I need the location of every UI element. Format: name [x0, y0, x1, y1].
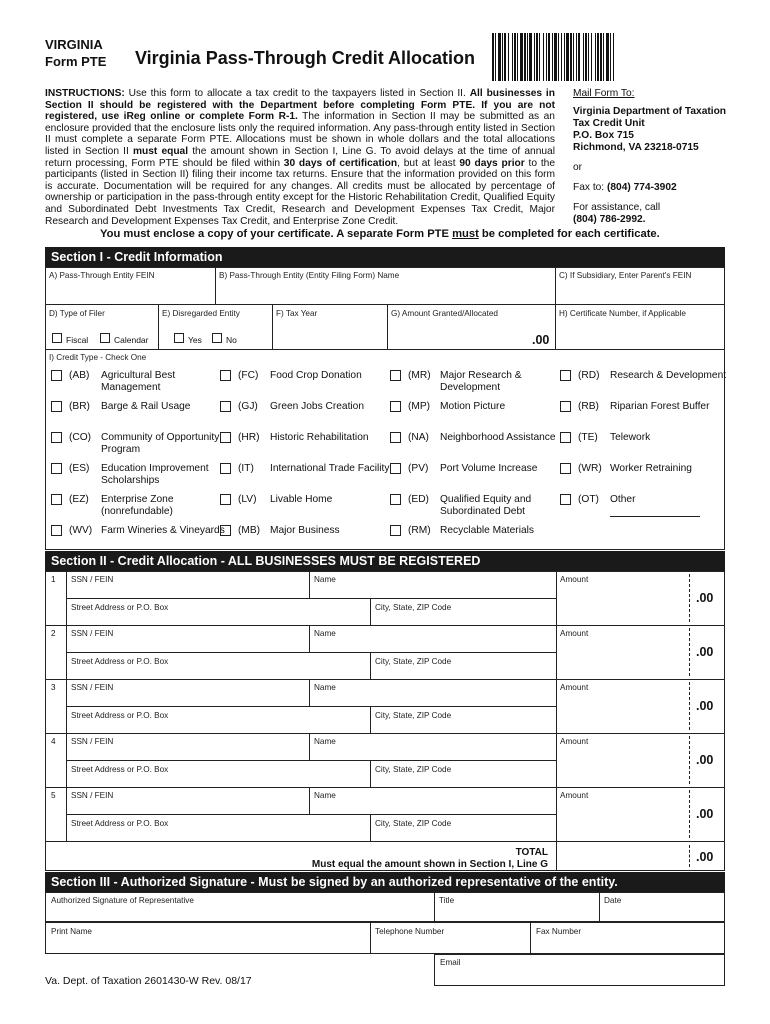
instructions-text-1: Use this form to allocate a tax credit to the taxpayers listed in Section II. [124, 88, 470, 99]
ssn-fein-label: SSN / FEIN [71, 629, 114, 638]
credit-checkbox[interactable] [220, 401, 231, 412]
email-label: Email [440, 958, 461, 967]
amount-cents: .00 [696, 645, 714, 659]
assistance-phone: (804) 786-2992. [573, 214, 646, 225]
divider [556, 841, 557, 871]
tax-year-label: F) Tax Year [276, 309, 318, 318]
credit-code: (FC) [238, 370, 259, 381]
credit-checkbox[interactable] [51, 432, 62, 443]
total-label [250, 847, 548, 871]
barcode [492, 33, 720, 81]
divider [370, 598, 371, 625]
calendar-checkbox[interactable] [100, 333, 110, 343]
divider [66, 652, 556, 653]
credit-code: (HR) [238, 432, 260, 443]
name-label: Name [314, 737, 336, 746]
credit-name: Enterprise Zone (nonrefundable) [101, 494, 174, 517]
credit-code: (CO) [69, 432, 92, 443]
credit-name: Agricultural Best Management [101, 370, 176, 393]
amount-label: Amount [560, 791, 589, 800]
credit-checkbox[interactable] [560, 432, 571, 443]
divider [158, 304, 159, 349]
enclose-must: must [452, 228, 479, 240]
credit-name: Community of Opportunity Program [101, 432, 220, 455]
divider [556, 733, 557, 787]
divider [66, 814, 556, 815]
credit-name: Riparian Forest Buffer [610, 401, 710, 412]
fax-line [573, 182, 733, 194]
divider [556, 625, 557, 679]
credit-name: Telework [610, 432, 651, 443]
divider [45, 304, 725, 305]
credit-checkbox[interactable] [390, 432, 401, 443]
city-state-zip-label: City, State, ZIP Code [375, 603, 452, 612]
credit-checkbox[interactable] [560, 370, 571, 381]
mail-to-block [573, 88, 733, 226]
yes-label: Yes [188, 335, 202, 345]
credit-checkbox[interactable] [51, 401, 62, 412]
amount-cents: .00 [696, 591, 714, 605]
credit-code: (IT) [238, 463, 254, 474]
credit-code: (PV) [408, 463, 429, 474]
divider [66, 787, 67, 841]
row-number: 2 [51, 629, 56, 638]
credit-code: (TE) [578, 432, 598, 443]
divider [309, 787, 310, 814]
credit-checkbox[interactable] [560, 463, 571, 474]
credit-code: (MR) [408, 370, 431, 381]
credit-code: (WV) [69, 525, 93, 536]
instructions [45, 88, 555, 227]
street-address-label: Street Address or P.O. Box [71, 765, 169, 774]
divider [309, 733, 310, 760]
divider [45, 787, 725, 788]
divider [434, 892, 435, 922]
entity-fein-label: A) Pass-Through Entity FEIN [49, 271, 155, 280]
credit-checkbox[interactable] [51, 370, 62, 381]
credit-checkbox[interactable] [390, 494, 401, 505]
name-label: Name [314, 629, 336, 638]
divider [66, 571, 67, 625]
credit-code: (MP) [408, 401, 431, 412]
credit-code: (RB) [578, 401, 599, 412]
disregarded-entity-label: E) Disregarded Entity [162, 309, 240, 318]
cents-separator [689, 628, 690, 676]
cents-separator [689, 682, 690, 730]
filer-type-label: D) Type of Filer [49, 309, 105, 318]
enclose-text-1: You must enclose a copy of your certificate. A separate Form PTE [100, 228, 453, 240]
instructions-text-5: to the participants (listed in Section II) filing their income tax returns. Ensure that the information provided on this form is accurate. Documentation will be required for any changes. All credits must be allocated by percentage of ownership or participation in the pass-through entity except for the Historic Rehabilitation Credit, Qualified Equity and Subordinated Debt Investments Tax Credit, Research and Development Expenses Tax Credit, Major Research and Development Expenses Tax Credit, and Enterprise Zone Credit. [45, 157, 555, 227]
cents-separator [689, 574, 690, 622]
amount-cents: .00 [696, 807, 714, 821]
row-number: 3 [51, 683, 56, 692]
title-label: Title [439, 896, 455, 905]
credit-code: (EZ) [69, 494, 89, 505]
amount-granted-label: G) Amount Granted/Allocated [391, 309, 498, 318]
credit-name: Major Research & Development [440, 370, 522, 393]
credit-name: Major Business [270, 525, 340, 536]
amount-label: Amount [560, 575, 589, 584]
street-address-label: Street Address or P.O. Box [71, 711, 169, 720]
print-name-label: Print Name [51, 927, 92, 936]
credit-name: Worker Retraining [610, 463, 692, 474]
credit-checkbox[interactable] [390, 525, 401, 536]
divider [599, 892, 600, 922]
amount-label: Amount [560, 629, 589, 638]
divider [556, 787, 557, 841]
credit-name: Neighborhood Assistance [440, 432, 556, 443]
divider [387, 304, 388, 349]
divider [45, 841, 725, 842]
cents-separator [689, 736, 690, 784]
telephone-label: Telephone Number [375, 927, 445, 936]
fiscal-checkbox[interactable] [52, 333, 62, 343]
no-label: No [226, 335, 237, 345]
credit-code: (AB) [69, 370, 90, 381]
instructions-bold-3: 30 days of certification [283, 157, 398, 169]
section3-header: Section III - Authorized Signature - Must be signed by an authorized representative of the entity. [45, 872, 725, 892]
city-state-zip-label: City, State, ZIP Code [375, 711, 452, 720]
credit-name: Motion Picture [440, 401, 506, 412]
credit-code: (RM) [408, 525, 431, 536]
mail-title: Mail Form To: [573, 88, 635, 99]
credit-code: (ES) [69, 463, 90, 474]
divider [556, 571, 557, 625]
divider [272, 304, 273, 349]
disregarded-yes-checkbox[interactable] [174, 333, 184, 343]
credit-checkbox[interactable] [390, 401, 401, 412]
credit-checkbox[interactable] [220, 525, 231, 536]
instructions-text-2: The information in Section II may be submitted as an enclosure provided that the enclosure lists only the required information. Any pass-through entity listed in Section II must complete a separate Form PTE. Allocations must be shown in whole dollars and the total allocations listed in Section II [45, 111, 555, 157]
mail-address-line: P.O. Box 715 [573, 130, 634, 141]
fax-number-label: Fax Number [536, 927, 582, 936]
amount-cents: .00 [696, 753, 714, 767]
street-address-label: Street Address or P.O. Box [71, 657, 169, 666]
instructions-bold-2: must equal [132, 145, 189, 157]
ssn-fein-label: SSN / FEIN [71, 575, 114, 584]
section2-header: Section II - Credit Allocation - ALL BUSINESSES MUST BE REGISTERED [45, 551, 725, 571]
total-amount-cents: .00 [696, 850, 714, 864]
credit-type-label: I) Credit Type - Check One [49, 353, 147, 362]
cents-separator [689, 845, 690, 867]
street-address-label: Street Address or P.O. Box [71, 603, 169, 612]
other-credit-line[interactable] [610, 516, 700, 517]
fax-label: Fax to: [573, 182, 607, 193]
enclose-text-2: be completed for each certificate. [478, 228, 660, 240]
ssn-fein-label: SSN / FEIN [71, 683, 114, 692]
divider [45, 679, 725, 680]
divider [45, 625, 725, 626]
divider [66, 625, 67, 679]
amount-cents: .00 [696, 699, 714, 713]
row-number: 5 [51, 791, 56, 800]
divider [309, 679, 310, 706]
credit-code: (WR) [578, 463, 602, 474]
mail-address-line: Virginia Department of Taxation [573, 106, 727, 117]
divider [370, 760, 371, 787]
credit-name: Barge & Rail Usage [101, 401, 191, 412]
page-title: Virginia Pass-Through Credit Allocation [135, 48, 476, 68]
signature-label: Authorized Signature of Representative [51, 896, 194, 905]
divider [309, 571, 310, 598]
parent-fein-label: C) If Subsidiary, Enter Parent's FEIN [559, 271, 692, 280]
credit-name: Green Jobs Creation [270, 401, 365, 412]
divider [370, 814, 371, 841]
date-label: Date [604, 896, 622, 905]
fiscal-label: Fiscal [66, 335, 89, 345]
footer-text: Va. Dept. of Taxation 2601430-W Rev. 08/17 [45, 975, 252, 987]
total-heading: TOTAL [515, 847, 548, 858]
credit-code: (GJ) [238, 401, 258, 412]
credit-checkbox[interactable] [390, 463, 401, 474]
credit-checkbox[interactable] [220, 494, 231, 505]
amount-label: Amount [560, 683, 589, 692]
mail-address [573, 106, 733, 154]
divider [66, 706, 556, 707]
name-label: Name [314, 791, 336, 800]
instructions-bold-1: All businesses in Section II should be registered with the Department before completing Form PTE. If you are not registered, use iReg online or complete Form R-1. [45, 88, 555, 123]
credit-checkbox[interactable] [51, 525, 62, 536]
credit-checkbox[interactable] [390, 370, 401, 381]
credit-name: Farm Wineries & Vineyards [101, 525, 225, 536]
credit-code: (ED) [408, 494, 429, 505]
credit-checkbox[interactable] [220, 432, 231, 443]
disregarded-no-checkbox[interactable] [212, 333, 222, 343]
credit-name: Port Volume Increase [440, 463, 538, 474]
divider [45, 349, 725, 350]
enclose-notice [100, 228, 660, 240]
credit-name: Education Improvement Scholarships [101, 463, 209, 486]
divider [66, 598, 556, 599]
mail-address-line: Tax Credit Unit [573, 118, 645, 129]
credit-checkbox[interactable] [51, 463, 62, 474]
mail-or: or [573, 162, 583, 173]
name-label: Name [314, 575, 336, 584]
credit-name: Livable Home [270, 494, 333, 505]
credit-code: (BR) [69, 401, 90, 412]
entity-name-label: B) Pass-Through Entity (Entity Filing Form) Name [219, 271, 400, 280]
credit-code: (MB) [238, 525, 261, 536]
divider [555, 304, 556, 349]
credit-name: Historic Rehabilitation [270, 432, 369, 443]
section1-header: Section I - Credit Information [45, 247, 725, 267]
street-address-label: Street Address or P.O. Box [71, 819, 169, 828]
instructions-text-4: , but at least [397, 157, 460, 169]
amount-label: Amount [560, 737, 589, 746]
fax-number: (804) 774-3902 [606, 182, 677, 193]
divider [555, 267, 556, 304]
credit-code: (OT) [578, 494, 599, 505]
divider [556, 679, 557, 733]
credit-checkbox[interactable] [51, 494, 62, 505]
email-box [434, 954, 725, 986]
divider [370, 706, 371, 733]
row-number: 4 [51, 737, 56, 746]
instructions-bold-4: 90 days prior [459, 157, 525, 169]
barcode-bar [614, 33, 615, 81]
credit-name: International Trade Facility [270, 463, 390, 474]
divider [66, 679, 67, 733]
ssn-fein-label: SSN / FEIN [71, 737, 114, 746]
certificate-number-label: H) Certificate Number, if Applicable [559, 309, 686, 318]
credit-code: (LV) [238, 494, 257, 505]
city-state-zip-label: City, State, ZIP Code [375, 657, 452, 666]
instructions-text-3: the amount shown in Section I, Line G. To avoid delays at the time of annual return processing, Form PTE should be filed within [45, 145, 555, 169]
divider [530, 922, 531, 954]
instructions-lead: INSTRUCTIONS: [45, 88, 125, 99]
divider [370, 922, 371, 954]
total-note: Must equal the amount shown in Section I, Line G [311, 859, 548, 870]
credit-name: Qualified Equity and Subordinated Debt [440, 494, 532, 517]
divider [309, 625, 310, 652]
city-state-zip-label: City, State, ZIP Code [375, 765, 452, 774]
credit-name: Recyclable Materials [440, 525, 534, 536]
credit-code: (RD) [578, 370, 600, 381]
cents-separator [689, 790, 690, 838]
state-label: VIRGINIA [45, 37, 103, 52]
calendar-label: Calendar [114, 335, 149, 345]
divider [370, 652, 371, 679]
credit-checkbox[interactable] [560, 494, 571, 505]
city-state-zip-label: City, State, ZIP Code [375, 819, 452, 828]
name-label: Name [314, 683, 336, 692]
mail-address-line: Richmond, VA 23218-0715 [573, 142, 699, 153]
ssn-fein-label: SSN / FEIN [71, 791, 114, 800]
credit-name: Research & Development [610, 370, 727, 381]
amount-granted-cents: .00 [532, 333, 550, 347]
row-number: 1 [51, 575, 56, 584]
credit-code: (NA) [408, 432, 429, 443]
form-state-heading [45, 36, 106, 70]
credit-name: Other [610, 494, 636, 505]
divider [66, 760, 556, 761]
credit-checkbox[interactable] [560, 401, 571, 412]
credit-name: Food Crop Donation [270, 370, 362, 381]
credit-checkbox[interactable] [220, 463, 231, 474]
divider [66, 733, 67, 787]
assistance-text: For assistance, call [573, 202, 661, 213]
divider [45, 733, 725, 734]
form-number: Form PTE [45, 54, 107, 69]
divider [215, 267, 216, 304]
credit-checkbox[interactable] [220, 370, 231, 381]
